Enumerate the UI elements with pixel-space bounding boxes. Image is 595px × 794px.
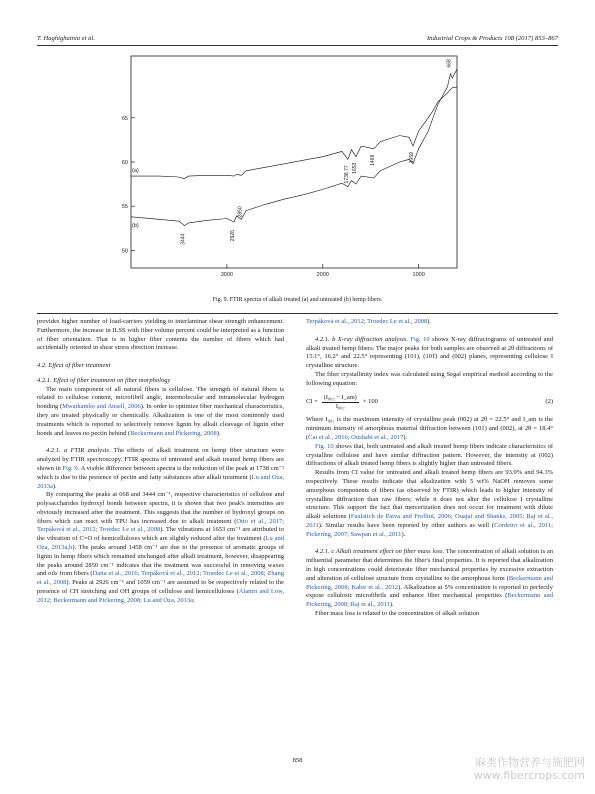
series-label: (a) [132,168,139,175]
y-tick-label: 60 [121,160,128,166]
paragraph-heading: 4.2.1. a FTIR analysis. [46,447,111,455]
figure-link[interactable]: Fig. 10 [315,442,334,450]
peak-label: 2926 [229,230,236,242]
paragraph: provides higher number of load-carriers yielding to interlaminar shear strength enhancement. Furthermore, the increase in ILSS with fiber volume percent could be interpreted as a function of fiber orientation. That is in higher fiber contents the number of fibers which had accidentally oriented in shear stress direction increase. [37,318,284,352]
peak-label: 1653 [352,162,359,174]
left-column [37,318,284,605]
chart-annotations [180,59,452,245]
equation-rhs: × 100 [362,398,378,406]
citation-link[interactable]: Otto et al., 2017; Terpáková et al., 2012; Troedec Le et al., 2008 [37,517,284,534]
equation-denominator: I₀₀₂ [335,402,345,410]
citation-link[interactable]: Terpáková et al., 2012; Troedec Le et al., 2008 [306,318,428,325]
citation-link[interactable]: Beckermann and Pickering, 2008 [130,429,217,437]
x-tick-label: 3000 [220,272,234,278]
paragraph: 4.2.1. c Alkali treatment effect on fiber mass loss. The concentration of alkali solution is an influential parameter that determines the fiber's final properties. It is reported that alkalization in high concentrations could deteriorate fiber mechanical properties by excessive extraction and alteration of cellulose structure from crystalline to the amorphous form (Beckermann and Pickering, 2008; Kabir et al., 2012). Alkalization at 5% concentration is reported to perfectly expose cellulosic microfibrils and enhance fiber mechanical properties (Beckermann and Pickering, 2008; Raj et al., 2011). [306,548,554,609]
citation-link[interactable]: Lu and Oza, 2013a,b [37,535,284,551]
paragraph: By comparing the peaks at 668 and 3444 cm⁻¹, respective characteristics of cellulose and polysaccharides hydroxyl bonds between spectra, it is shown that two peak's intensities are obviously increased after the treatment. This suggests that the number of hydroxyl groups on fibers which can react with TPU has increased due to alkali treatment (Otto et al., 2017; Terpáková et al., 2012; Troedec Le et al., 2008). The vibrations at 1653 cm⁻¹ are attributed to the vibration of C=O of hemicelluloses which are slightly reduced after the treatment (Lu and Oza, 2013a,b). The peaks around 1458 cm⁻¹ are due to the presence of aromatic groups of lignin in hemp fibers which remained unchanged after alkali treatment, however, disappearing the peaks around 2850 cm⁻¹ indicates that the treatment was successful in removing waxes and oils from fibers (Datta et al., 2016; Terpáková et al., 2012; Troedec Le et al., 2008; Zhang et al., 2008). Peaks at 2926 cm⁻¹ and 1059 cm⁻¹ are assumed to be respectively related to the presence of CH stretching and OH groups of cellulose and hemicelluloses (Alamri and Low, 2012; Beckermann and Pickering, 2008; Lu and Oza, 2013a; [37,491,285,604]
paragraph: The main component of all natural fibers is cellulose. The strength of natural fibers is related to cellulose content, microfibril angle, intermolecular and intramolecular hydrogen bonding (Mwaikambo and Ansell, 2006). In order to optimize fiber mechanical characteristics, they are treated physically or chemically. Alkalization is one of the most commonly used treatments which is reported to selectively remove lignin by alkali cleavage of lignin ether bonds and leaves no pectin behind (Beckermann and Pickering, 2008). [37,385,284,437]
spectrum-line-b [131,69,457,225]
peak-label: 1468 [369,154,376,166]
y-tick-label: 55 [121,204,128,211]
paragraph: Results from CI value for untreated and alkali treated hemp fibers are 93.9% and 94.3% respectively. These results indicate that alkalization with 5 wt% NaOH removes some amorphous components of fibers (as observed by FTIR) which leads to higher intensity of crystalline diffraction than raw fibers; while it does not alter the cellulose I crystalline structure. This support the fact that mercerization does not occur for treatment with dilute alkali solutions (Faulstich de Paiva and Frollini, 2006; Ouajai and Shanks, 2005; Raj et al., 2011). Similar results have been reported by other authors as well (Cordeiro et al., 2011; Pickering, 2007; Sawpan et al., 2011). [306,469,553,538]
figure-link[interactable]: Fig. 9 [62,464,78,472]
citation-link[interactable]: Mwaikambo and Ansell, 2006 [62,403,141,411]
figure-caption: Fig. 9. FTIR spectra of alkali treated (a) and untreated (b) hemp fibers. [212,297,383,303]
chart-ticks [122,116,425,278]
citation-link[interactable]: Faulstich de Paiva and Frollini, 2006; Ouajai and Shanks, 2005; Raj et al., 2011 [306,513,553,529]
paragraph: 4.2.1. a FTIR analysis. The effects of alkali treatment on hemp fiber structure were analyzed by FTIR spectroscopy. FTIR spectra of untreated and alkali treated hemp fibers are shown in Fig. 9. A visible difference between spectra is the reduction of the peak at 1738 cm⁻¹ which is due to the presence of pectin and fatty substances after alkali treatment (Lu and Oza, 2013a). [37,447,285,490]
peak-label: 1738.77 [343,165,350,184]
chart-series [131,69,457,225]
series-label: (b) [132,222,139,229]
citation-link[interactable]: Beckermann and Pickering, 2008; Kabir et al., 2012 [306,574,554,591]
x-tick-label: 2000 [316,272,329,278]
header-rule [37,45,558,46]
figure-rule [37,313,558,314]
subsection-heading: 4.2.1. Effect of fiber treatment on fiber morphology [37,376,171,384]
equation-number: (2) [545,398,553,406]
citation-link[interactable]: Lu and Oza, 2013a [37,473,284,490]
section-heading: 4.2. Effect of fiber treatment [37,362,111,370]
equation-fraction [322,394,359,411]
peak-label: 1059 [408,152,415,164]
equation [306,390,553,414]
spectrum-line-a [131,87,457,179]
peak-label: 3444 [180,233,187,245]
equation-numerator: (I₀₀₂ − I_am) [323,393,357,401]
citation-link[interactable]: Cordeiro et al., 2011; Pickering, 2007; Sawpan et al., 2011 [306,521,553,538]
paragraph: Terpáková et al., 2012; Troedec Le et al., 2008). [306,318,432,325]
citation-link[interactable]: Alamri and Low, 2012; Beckermann and Pickering, 2008; Lu and Oza, 2013a; [37,587,284,604]
paragraph: Where I₀₀₂ is the maximum intensity of crystalline peak (002) at 2θ = 22.5° and I_am is the minimum intensity of amorphous material diffraction between (101) and (002), at 2θ = 18.4° (Cai et al., 2016; Oushabi et al., 2017). [306,416,553,442]
right-column [306,318,553,619]
equation-lhs: CI = [306,398,318,406]
peak-label: 668 [446,59,453,68]
paragraph: The fiber crystallinity index was calculated using Segal empirical method according to the following equation: [306,370,553,387]
watermark: 麻类作物营养与施肥网 www.fibercrops.com [473,756,585,782]
citation-link[interactable]: Datta et al., 2016; Terpáková et al., 2012; Troedec Le et al., 2008; Zhang et al., 2008 [37,570,284,587]
y-tick-label: 65 [121,115,128,122]
figure-link[interactable]: Fig. 10 [410,335,430,343]
paragraph: Fig. 10 shows that, both untreated and alkali treated hemp fibers indicate characteristics of crystalline cellulose and have similar diffraction pattern. However, the intensity at (002) diffractions of alkali treated hemp fibers is slightly higher than untreated fibers. [306,442,553,468]
chart-series-labels [132,168,139,229]
page-number: 858 [292,757,303,764]
paragraph-heading: 4.2.1. c Alkali treatment effect on fiber mass loss. [315,548,445,556]
citation-link[interactable]: Beckermann and Pickering, 2008; Raj et al., 2011 [306,592,554,609]
citation-link[interactable]: Cai et al., 2016; Oushabi et al., 2017 [308,434,404,442]
paragraph: Fiber mass loss is related to the concentration of alkali solution [315,609,480,617]
x-tick-label: 1000 [412,272,425,278]
running-head-authors: T. Haghighatnia et al. [37,35,95,42]
peak-label: 2850 [237,206,244,218]
running-head-journal: Industrial Crops & Products 108 (2017) 853–867 [426,35,558,42]
ftir-figure [115,52,460,290]
paragraph-heading: 4.2.1. b X-ray diffraction analysis. [315,335,408,343]
y-tick-label: 50 [121,248,128,255]
paragraph: 4.2.1. b X-ray diffraction analysis. Fig. 10 shows X-ray diffractograms of untreated and alkali treated hemp fibers. The major peaks for both samples are observed at 2θ diffractions of 15.1°, 16.2° and 22.5° representing (101), (101̄) and (002) planes, representing cellulose I crystalline structure. [306,335,553,370]
